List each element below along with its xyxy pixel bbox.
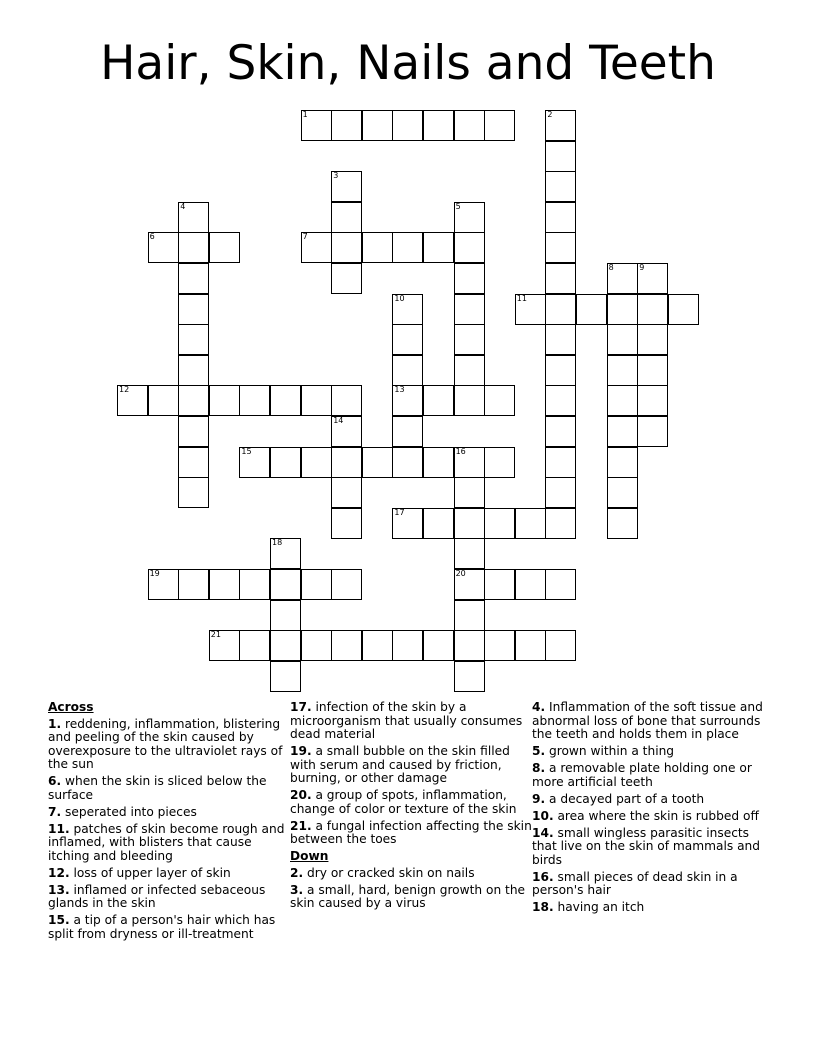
grid-cell[interactable] (392, 447, 423, 478)
grid-cell[interactable] (484, 110, 515, 141)
grid-cell[interactable] (331, 477, 362, 508)
grid-cell[interactable] (576, 294, 607, 325)
grid-cell[interactable] (454, 630, 485, 661)
grid-cell[interactable] (637, 355, 668, 386)
grid-cell[interactable] (545, 569, 576, 600)
grid-cell[interactable] (607, 447, 638, 478)
grid-cell[interactable] (331, 447, 362, 478)
grid-cell[interactable] (607, 416, 638, 447)
clue-column-1 (48, 701, 290, 945)
grid-cell[interactable] (545, 141, 576, 172)
grid-cell[interactable] (637, 324, 668, 355)
grid-cell[interactable] (239, 447, 270, 478)
clue-number: 1 (302, 110, 308, 119)
grid-cell[interactable] (545, 232, 576, 263)
grid-cell[interactable] (392, 110, 423, 141)
clue-across-6: 6. when the skin is sliced below the surface (48, 774, 267, 802)
clue-number: 13 (394, 385, 405, 395)
grid-cell[interactable] (392, 232, 423, 263)
grid-cell[interactable] (454, 600, 485, 631)
clue-number: 3 (333, 171, 339, 181)
grid-cell[interactable] (607, 263, 638, 294)
grid-cell[interactable] (178, 294, 209, 325)
clue-number: 12 (119, 385, 130, 395)
clue-number: 9 (639, 263, 645, 272)
grid-cell[interactable] (331, 110, 362, 141)
grid-cell[interactable] (545, 630, 576, 661)
grid-cell[interactable] (484, 630, 515, 661)
page-title: Hair, Skin, Nails and Teeth (100, 36, 716, 91)
grid-cell[interactable] (484, 447, 515, 478)
grid-cell[interactable] (117, 385, 148, 416)
grid-cell[interactable] (178, 355, 209, 386)
clue-number: 11 (516, 293, 527, 303)
clue-column-3 (532, 701, 774, 918)
clue-number: 6 (149, 232, 155, 242)
grid-cell[interactable] (178, 202, 209, 233)
grid-cell[interactable] (484, 569, 515, 600)
grid-cell[interactable] (454, 508, 485, 539)
clue-number: 21 (210, 630, 221, 640)
grid-cell[interactable] (607, 324, 638, 355)
grid-cell[interactable] (545, 110, 576, 141)
grid-cell[interactable] (545, 171, 576, 202)
clue-across-21: 21. a fungal infection affecting the skin between the toes (290, 818, 532, 846)
grid-cell[interactable] (545, 355, 576, 386)
grid-cell[interactable] (362, 447, 393, 478)
grid-cell[interactable] (209, 385, 240, 416)
grid-cell[interactable] (392, 508, 423, 539)
clue-column-2 (290, 701, 532, 914)
clue-number: 10 (394, 293, 405, 303)
grid-cell[interactable] (454, 232, 485, 263)
grid-cell[interactable] (637, 385, 668, 416)
grid-cell[interactable] (209, 630, 240, 661)
clue-down-4: 4. Inflammation of the soft tissue and abnormal loss of bone that surrounds the teeth and holds them in place (532, 700, 763, 741)
grid-cell[interactable] (331, 232, 362, 263)
clue-down-18: 18. having an itch (532, 900, 645, 914)
clue-number: 15 (241, 446, 252, 456)
grid-cell[interactable] (454, 538, 485, 569)
grid-cell[interactable] (148, 232, 179, 263)
grid-cell[interactable] (331, 263, 362, 294)
grid-cell[interactable] (178, 416, 209, 447)
clue-down-8: 8. a removable plate holding one or more artificial teeth (532, 761, 752, 789)
grid-cell[interactable] (454, 447, 485, 478)
grid-cell[interactable] (454, 661, 485, 692)
clue-number: 19 (149, 569, 160, 578)
clue-number: 7 (302, 232, 308, 242)
grid-cell[interactable] (270, 630, 301, 661)
grid-cell[interactable] (545, 263, 576, 294)
clue-number: 20 (455, 569, 466, 578)
grid-cell[interactable] (270, 661, 301, 692)
grid-cell[interactable] (545, 324, 576, 355)
grid-cell[interactable] (392, 294, 423, 325)
grid-cell[interactable] (392, 385, 423, 416)
grid-cell[interactable] (270, 447, 301, 478)
grid-cell[interactable] (484, 508, 515, 539)
grid-cell[interactable] (545, 447, 576, 478)
grid-cell[interactable] (331, 630, 362, 661)
grid-cell[interactable] (454, 355, 485, 386)
grid-cell[interactable] (668, 294, 699, 325)
grid-cell[interactable] (545, 416, 576, 447)
grid-cell[interactable] (178, 232, 209, 263)
clue-number: 14 (333, 416, 344, 425)
grid-cell[interactable] (148, 385, 179, 416)
grid-cell[interactable] (178, 477, 209, 508)
grid-cell[interactable] (362, 110, 393, 141)
grid-cell[interactable] (301, 110, 332, 141)
grid-cell[interactable] (148, 569, 179, 600)
grid-cell[interactable] (607, 477, 638, 508)
grid-cell[interactable] (607, 385, 638, 416)
grid-cell[interactable] (484, 385, 515, 416)
clue-number: 16 (455, 446, 466, 456)
grid-cell[interactable] (331, 385, 362, 416)
clue-down-2: 2. dry or cracked skin on nails (290, 865, 475, 880)
grid-cell[interactable] (178, 263, 209, 294)
clue-across-12: 12. loss of upper layer of skin (48, 865, 231, 880)
grid-cell[interactable] (607, 294, 638, 325)
clue-across-13: 13. inflamed or infected sebaceous glands in the skin (48, 882, 266, 910)
grid-cell[interactable] (637, 263, 668, 294)
grid-cell[interactable] (301, 385, 332, 416)
grid-cell[interactable] (331, 171, 362, 202)
grid-cell[interactable] (392, 324, 423, 355)
grid-cell[interactable] (178, 324, 209, 355)
grid-cell[interactable] (423, 385, 454, 416)
grid-cell[interactable] (270, 385, 301, 416)
grid-cell[interactable] (270, 569, 301, 600)
clue-down-9: 9. a decayed part of a tooth (532, 791, 705, 806)
clue-number: 8 (608, 263, 614, 272)
grid-cell[interactable] (545, 294, 576, 325)
grid-cell[interactable] (209, 232, 240, 263)
grid-cell[interactable] (545, 508, 576, 539)
grid-cell[interactable] (545, 202, 576, 233)
grid-cell[interactable] (454, 477, 485, 508)
grid-cell[interactable] (331, 569, 362, 600)
clue-number: 17 (394, 507, 405, 517)
clue-across-15: 15. a tip of a person's hair which has split from dryness or ill-treatment (48, 913, 276, 941)
grid-cell[interactable] (454, 110, 485, 141)
grid-cell[interactable] (515, 569, 546, 600)
clue-number: 4 (180, 201, 186, 211)
grid-cell[interactable] (331, 416, 362, 447)
down-heading: Down (290, 849, 329, 863)
clue-down-3: 3. a small, hard, benign growth on the skin caused by a virus (290, 882, 526, 910)
grid-cell[interactable] (239, 569, 270, 600)
grid-cell[interactable] (362, 630, 393, 661)
grid-cell[interactable] (301, 232, 332, 263)
grid-cell[interactable] (331, 508, 362, 539)
grid-cell[interactable] (178, 447, 209, 478)
grid-cell[interactable] (239, 385, 270, 416)
grid-cell[interactable] (607, 508, 638, 539)
clue-down-14: 14. small wingless parasitic insects that live on the skin of mammals and birds (532, 825, 761, 867)
grid-cell[interactable] (515, 508, 546, 539)
grid-cell[interactable] (178, 385, 209, 416)
across-heading: Across (48, 700, 94, 714)
clue-number: 18 (272, 538, 283, 548)
grid-cell[interactable] (454, 202, 485, 233)
clue-across-7: 7. seperated into pieces (48, 804, 197, 819)
grid-cell[interactable] (392, 355, 423, 386)
grid-cell[interactable] (637, 294, 668, 325)
clue-across-20: 20. a group of spots, inflammation, change of color or texture of the skin (290, 788, 517, 816)
grid-cell[interactable] (270, 538, 301, 569)
grid-cell[interactable] (637, 416, 668, 447)
grid-cell[interactable] (423, 110, 454, 141)
clue-number: 5 (455, 201, 461, 211)
grid-cell[interactable] (178, 569, 209, 600)
clue-across-17: 17. infection of the skin by a microorganism that usually consumes dead material (290, 700, 523, 741)
grid-cell[interactable] (270, 600, 301, 631)
grid-cell[interactable] (607, 355, 638, 386)
clue-across-1: 1. reddening, inflammation, blistering and peeling of the skin caused by overexposure to the ultraviolet rays of the sun (48, 716, 283, 771)
grid-cell[interactable] (392, 630, 423, 661)
grid-cell[interactable] (301, 630, 332, 661)
clue-across-11: 11. patches of skin become rough and inflamed, with blisters that cause itching and bleeding (48, 821, 285, 863)
grid-cell[interactable] (545, 385, 576, 416)
grid-cell[interactable] (239, 630, 270, 661)
grid-cell[interactable] (423, 630, 454, 661)
grid-cell[interactable] (454, 385, 485, 416)
clue-down-16: 16. small pieces of dead skin in a person's hair (532, 869, 738, 897)
grid-cell[interactable] (423, 232, 454, 263)
grid-cell[interactable] (515, 294, 546, 325)
grid-cell[interactable] (454, 263, 485, 294)
grid-cell[interactable] (301, 447, 332, 478)
grid-cell[interactable] (454, 294, 485, 325)
clue-down-10: 10. area where the skin is rubbed off (532, 808, 759, 823)
grid-cell[interactable] (515, 630, 546, 661)
grid-cell[interactable] (392, 416, 423, 447)
grid-cell[interactable] (454, 324, 485, 355)
grid-cell[interactable] (209, 569, 240, 600)
grid-cell[interactable] (301, 569, 332, 600)
grid-cell[interactable] (454, 569, 485, 600)
clue-down-5: 5. grown within a thing (532, 744, 675, 758)
grid-cell[interactable] (423, 447, 454, 478)
grid-cell[interactable] (545, 477, 576, 508)
clue-across-19: 19. a small bubble on the skin filled with serum and caused by friction, burning, or other damage (290, 744, 510, 785)
grid-cell[interactable] (423, 508, 454, 539)
grid-cell[interactable] (331, 202, 362, 233)
clue-number: 2 (547, 110, 553, 119)
grid-cell[interactable] (362, 232, 393, 263)
